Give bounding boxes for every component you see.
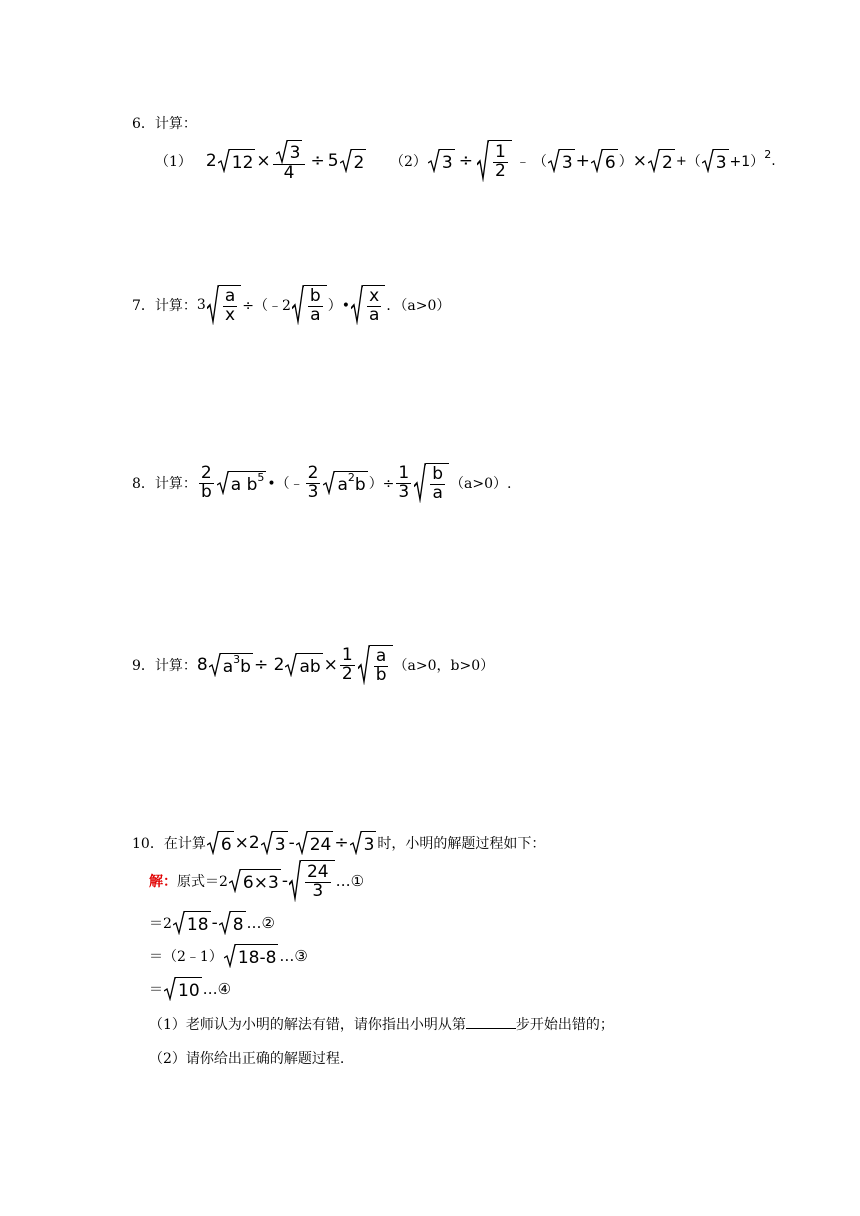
q10-solution-label: 解： xyxy=(149,874,177,890)
q8-sqrt-b-over-a xyxy=(414,463,449,503)
q8-dot-neg: •（﹣ xyxy=(267,476,304,492)
q10-step2-radicand-8: 8 xyxy=(231,911,246,935)
q10-coef-2: 2 xyxy=(248,833,260,853)
q10-step3-mark: …③ xyxy=(279,947,308,965)
q8-den-3b: 3 xyxy=(398,481,410,502)
q7-div-neg2: ÷（﹣2 xyxy=(242,298,291,314)
q10-step3 xyxy=(149,944,308,968)
q8-frac-1-3 xyxy=(396,462,411,502)
q6-times: × xyxy=(256,151,271,172)
q8-num-2: 2 xyxy=(200,462,212,483)
q7-den-a2: a xyxy=(368,305,380,325)
q10-radicand-3b: 3 xyxy=(362,831,377,855)
q10-sqrt-24 xyxy=(296,831,334,855)
q10-stem-post: 时，小明的解题过程如下： xyxy=(377,836,546,852)
q8-den-a: a xyxy=(432,483,443,503)
q6-coef-5: 5 xyxy=(327,151,339,172)
q10-step4-mark: …④ xyxy=(202,980,232,998)
q9-den-b: b xyxy=(375,665,387,685)
q9-num-a: a xyxy=(375,646,387,667)
q10-step3-pre: ＝（2﹣1） xyxy=(149,949,223,965)
q9-coef-8: 8 xyxy=(196,655,208,675)
q6p2-lparen2: （ xyxy=(686,154,701,170)
q7-close-dot: ）• xyxy=(327,298,350,314)
q6p2-plus2: + xyxy=(675,153,687,169)
q10-number: 10． xyxy=(132,836,164,852)
q6-stem xyxy=(132,113,197,133)
q9-div-2: ÷ 2 xyxy=(253,655,285,675)
q6p2-div: ÷ xyxy=(458,151,473,171)
q6-radicand-2: 2 xyxy=(352,149,367,173)
q8-num-2b: 2 xyxy=(307,462,319,483)
q6p2-plus: + xyxy=(575,151,590,171)
q10-part2-text: （2）请你给出正确的解题过程. xyxy=(149,1051,345,1067)
q10-sqrt-6 xyxy=(207,831,234,855)
q7-num-a: a xyxy=(224,286,236,307)
q7-num-x: x xyxy=(369,286,380,307)
q8-frac-2-b xyxy=(199,462,214,502)
q10-minus: - xyxy=(288,833,295,853)
q10-stem-pre: 在计算 xyxy=(163,836,206,852)
q10-radicand-24: 24 xyxy=(308,831,334,855)
q6p2-rparen: ） xyxy=(618,154,633,170)
q6-frac-sqrt3-4 xyxy=(273,140,306,183)
q8-exp-2: 2 xyxy=(347,471,355,484)
q10-part2 xyxy=(149,1048,344,1068)
q10-step1-pre: 原式＝2 xyxy=(177,874,228,890)
q6p2-sqrt-half xyxy=(477,140,512,182)
q6-coef: 2 xyxy=(205,151,217,172)
q6p2-radicand-3c: 3 xyxy=(714,149,729,173)
q7-sqrt-x-over-a xyxy=(351,285,385,325)
q6p2-period: . xyxy=(771,153,776,169)
q10-stem xyxy=(132,831,545,855)
q10-step2-radicand-18: 18 xyxy=(185,911,211,935)
q8-number: 8． xyxy=(132,476,155,492)
q10-step2-mark: …② xyxy=(246,914,275,932)
q10-step2-sqrt18 xyxy=(173,911,211,935)
q6-radicand-12: 12 xyxy=(230,149,256,173)
q9-radicand-a: a xyxy=(222,656,234,677)
q6p2-sqrt3-c xyxy=(702,149,729,173)
q6-part1 xyxy=(155,140,367,183)
q8-den-b: b xyxy=(200,481,212,502)
q9-stem-text: 计算： xyxy=(154,658,197,674)
q6p2-sqrt-6 xyxy=(591,149,618,173)
q10-step1-den: 3 xyxy=(312,881,324,901)
q7-den-x: x xyxy=(225,305,236,325)
q6-sqrt-2 xyxy=(340,149,367,173)
q9-radicand-ab: ab xyxy=(297,653,322,677)
q6-number: 6． xyxy=(132,116,155,132)
q10-step4-pre: ＝ xyxy=(149,982,163,998)
q9-sqrt-a3b xyxy=(209,653,253,677)
q10-step1-sqrt-frac xyxy=(289,860,335,902)
q10-step1 xyxy=(149,860,364,902)
q10-answer-blank[interactable] xyxy=(466,1014,516,1029)
q9-sqrt-a-over-b xyxy=(358,645,393,685)
q8-stem-text: 计算： xyxy=(154,476,197,492)
q8-num-1: 1 xyxy=(398,462,410,483)
q10-step1-num: 24 xyxy=(306,862,329,883)
q8-den-3: 3 xyxy=(307,481,319,502)
q8-sqrt-a2b xyxy=(323,471,367,495)
q6p2-square: 2 xyxy=(764,147,772,161)
q6p2-den-2: 2 xyxy=(495,161,506,181)
q8-sqrt-ab5 xyxy=(217,471,267,495)
q10-step1-radicand: 6×3 xyxy=(241,869,281,893)
q7-number: 7． xyxy=(132,298,155,314)
q8-num-b: b xyxy=(432,464,444,485)
q8-radicand-b: b xyxy=(354,474,366,495)
q6p2-radicand-3: 3 xyxy=(440,149,455,173)
q6-radicand-3: 3 xyxy=(288,140,303,164)
q8-condition: （a>0）. xyxy=(450,476,512,492)
q10-step1-sqrt xyxy=(229,869,281,893)
q9-radicand-b: b xyxy=(240,656,251,677)
q10-div: ÷ xyxy=(334,833,349,853)
q7-stem-text: 计算： xyxy=(154,298,197,314)
q10-part1-text: （1）老师认为小明的解法有错，请你指出小明从第 xyxy=(149,1017,466,1033)
q7-sqrt-a-over-x xyxy=(207,285,241,325)
q8-close-div: ）÷ xyxy=(368,476,395,492)
q9-frac-1-2 xyxy=(340,644,355,684)
q10-sqrt-3 xyxy=(261,831,288,855)
q6p2-radicand-6: 6 xyxy=(603,149,618,173)
q6-part2-label: （2） xyxy=(390,154,427,170)
q6-stem-text: 计算： xyxy=(154,116,197,132)
q10-step2-pre: ＝2 xyxy=(149,916,172,932)
q6p2-sqrt3-b xyxy=(548,149,575,173)
q9-times: × xyxy=(323,655,338,675)
q10-step4-radicand: 10 xyxy=(176,977,202,1001)
q6-sqrt-12 xyxy=(218,149,256,173)
q6p2-sqrt-2 xyxy=(648,149,675,173)
q10-step4-sqrt xyxy=(164,977,202,1001)
q9-exp-3: 3 xyxy=(233,653,241,666)
q8-radicand-ab: a b xyxy=(230,474,258,495)
q10-radicand-3: 3 xyxy=(273,831,288,855)
q10-times: × xyxy=(234,833,249,853)
q10-part1 xyxy=(149,1014,614,1034)
q7-condition: ．（a>0） xyxy=(386,298,451,314)
q10-radicand-6: 6 xyxy=(219,831,234,855)
q6-den-4: 4 xyxy=(283,163,295,183)
q6p2-plus1: +1） xyxy=(729,154,765,170)
q10-step2-sqrt8 xyxy=(219,911,246,935)
q8 xyxy=(132,463,511,503)
q9-condition: （a>0，b>0） xyxy=(393,658,495,674)
q10-step4 xyxy=(149,977,231,1001)
q8-frac-2-3 xyxy=(306,462,321,502)
q8-exp-5: 5 xyxy=(257,471,265,484)
q7-den-a: a xyxy=(310,305,321,325)
q10-step2 xyxy=(149,911,275,935)
q6-part1-label: （1） xyxy=(155,154,192,171)
q10-step1-minus: - xyxy=(281,871,288,891)
q6p2-lparen: （ xyxy=(532,154,547,170)
q9-sqrt-ab xyxy=(285,653,322,677)
q7 xyxy=(132,285,450,325)
q10-sqrt-3b xyxy=(350,831,377,855)
q9-number: 9． xyxy=(132,658,155,674)
q9-den-2: 2 xyxy=(341,663,353,684)
q6p2-num-1: 1 xyxy=(495,142,506,163)
q6-div: ÷ xyxy=(310,151,325,172)
q6p2-radicand-2: 2 xyxy=(660,149,675,173)
q8-radicand-a: a xyxy=(337,474,348,495)
q10-step2-minus: - xyxy=(211,913,218,933)
q6p2-minus: ﹣ xyxy=(515,154,530,170)
q9-num-1: 1 xyxy=(341,644,353,665)
q6p2-radicand-3b: 3 xyxy=(560,149,575,173)
q7-coef: 3 xyxy=(196,297,206,313)
q6-part2 xyxy=(390,140,776,182)
q9 xyxy=(132,645,494,685)
q7-sqrt-b-over-a xyxy=(292,285,327,325)
q7-num-b: b xyxy=(309,286,321,307)
q10-step3-sqrt xyxy=(224,944,279,968)
q6p2-sqrt-3 xyxy=(428,149,455,173)
q6p2-times: × xyxy=(632,151,647,171)
q10-part1-tail: 步开始出错的； xyxy=(515,1017,614,1033)
q10-step3-radicand: 18-8 xyxy=(236,944,279,968)
q10-step1-mark: …① xyxy=(335,872,365,890)
q6-sqrt-3 xyxy=(276,140,303,164)
